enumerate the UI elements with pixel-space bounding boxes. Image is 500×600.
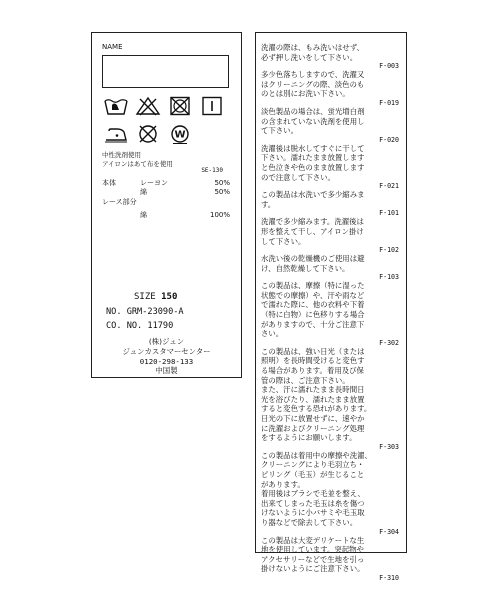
instruction-code: F-303 xyxy=(379,442,399,451)
no-bleach-icon xyxy=(134,95,162,117)
care-note-line-1: 中性洗剤使用 xyxy=(102,151,141,159)
size-line xyxy=(134,292,177,302)
instruction-code: F-021 xyxy=(379,182,399,191)
co-number: CO. NO. 11790 xyxy=(106,321,174,331)
instruction-code: F-302 xyxy=(379,338,399,347)
instruction-code: F-019 xyxy=(379,98,399,107)
material-row xyxy=(102,211,230,220)
material-row xyxy=(102,188,230,197)
se-code: SE-130 xyxy=(201,167,223,174)
care-instructions xyxy=(261,43,401,582)
instruction-code: F-101 xyxy=(379,209,399,218)
instruction-code: F-304 xyxy=(379,527,399,536)
instruction-text: 洗濯の際は、もみ洗いはせず、 必ず押し洗いをして下さい。 xyxy=(261,43,364,62)
material-part xyxy=(102,211,140,220)
instruction-text: 多少色落ちしますので、洗濯又 はクリーニングの際、淡色のも のとは別にお洗い下さい。 xyxy=(261,70,365,99)
care-note-line-2: アイロンはあて布を使用 xyxy=(102,159,173,168)
instruction-code: F-020 xyxy=(379,135,399,144)
care-label-left xyxy=(91,32,242,378)
material-percent: 50% xyxy=(214,188,230,197)
instruction-code: F-310 xyxy=(379,573,399,582)
size-value: 150 xyxy=(161,292,178,302)
material-row xyxy=(102,198,230,207)
material-part: 本体 xyxy=(102,179,116,187)
material-row xyxy=(102,179,230,188)
material-part: レース部分 xyxy=(102,197,137,206)
material-fiber: レーヨン xyxy=(140,179,168,187)
material-part xyxy=(102,188,140,197)
instruction-text: この製品は水洗いで多少縮みま す。 xyxy=(261,190,365,209)
wet-clean-icon xyxy=(166,123,194,145)
material-fiber xyxy=(137,198,202,207)
maker-company: (株)ジュン xyxy=(148,337,185,346)
product-number: NO. GRM-23090-A xyxy=(106,307,184,317)
line-dry-icon xyxy=(198,95,226,117)
instruction-code: F-102 xyxy=(379,246,399,255)
care-note xyxy=(102,151,173,168)
care-symbols xyxy=(102,95,232,151)
materials-table xyxy=(102,179,230,221)
name-label: NAME xyxy=(102,43,123,51)
material-fiber: 綿 xyxy=(140,211,147,220)
instruction-text: 洗濯で多少縮みます。洗濯後は 形を整えて干し、アイロン掛け して下さい。 xyxy=(261,217,364,246)
material-percent xyxy=(202,198,230,207)
hand-wash-icon xyxy=(102,95,130,117)
material-fiber: 綿 xyxy=(140,188,147,197)
material-percent: 50% xyxy=(214,179,230,187)
country-of-origin: 中国製 xyxy=(155,366,178,376)
name-box xyxy=(102,55,229,88)
instruction-code: F-003 xyxy=(379,62,399,71)
no-dry-clean-icon xyxy=(134,123,162,145)
maker-info xyxy=(92,337,241,376)
instruction-text: この製品は大変デリケートな生 地を使用しています。突起物や アクセサリーなどで生地を引っ 掛けないようにご注意下さい。 xyxy=(261,535,365,574)
care-label-right xyxy=(255,32,407,582)
no-tumble-dry-icon xyxy=(166,95,194,117)
material-percent: 100% xyxy=(209,211,230,220)
maker-center: ジュンカスタマーセンター xyxy=(122,346,211,356)
iron-low-icon xyxy=(102,123,130,145)
instruction-text: 淡色製品の場合は、蛍光増白剤 の含まれていない洗剤を使用し て下さい。 xyxy=(261,106,365,136)
maker-phone: 0120-298-133 xyxy=(139,356,194,366)
svg-text:W: W xyxy=(174,129,186,141)
instruction-text: この製品は着用中の摩擦や洗濯、 クリーニングにより毛羽立ち・ ピリング（毛玉）が生じること があります。 着用後はブラシで毛並を整え、 出来てしまった毛玉は糸を傷つ けないように小バサミや毛玉取 り器などで除去して下さい。 xyxy=(261,450,372,527)
size-label: SIZE xyxy=(134,292,156,302)
instruction-code: F-103 xyxy=(379,273,399,282)
instruction-text: この製品は、摩擦（特に湿った 状態での摩擦）や、汗や雨など で濡れた際に、他の衣料や下着 （特に白物）に色移りする場合 がありますので、十分ご注意下 さい。 xyxy=(261,281,365,339)
instruction-text: この製品は、強い日光（または 照明）を長時間受けると変色す る場合があります。着用及び保 管の際は、ご注意下さい。 また、汗に濡れたまま長時間日 光を浴びたり、濡れたまま放置 すると変色する恐れがあります。 日光の下に放置せずに、速やか に洗濯およびクリーニング処理 をするようにお願いします。 xyxy=(261,346,372,443)
instruction-text: 洗濯後は脱水してすぐに干して 下さい。濡れたまま放置します と色泣きや色のまま放置します ので注意して下さい。 xyxy=(261,143,365,182)
instruction-text: 水洗い後の乾燥機のご使用は避 け、自然乾燥して下さい。 xyxy=(261,254,365,273)
